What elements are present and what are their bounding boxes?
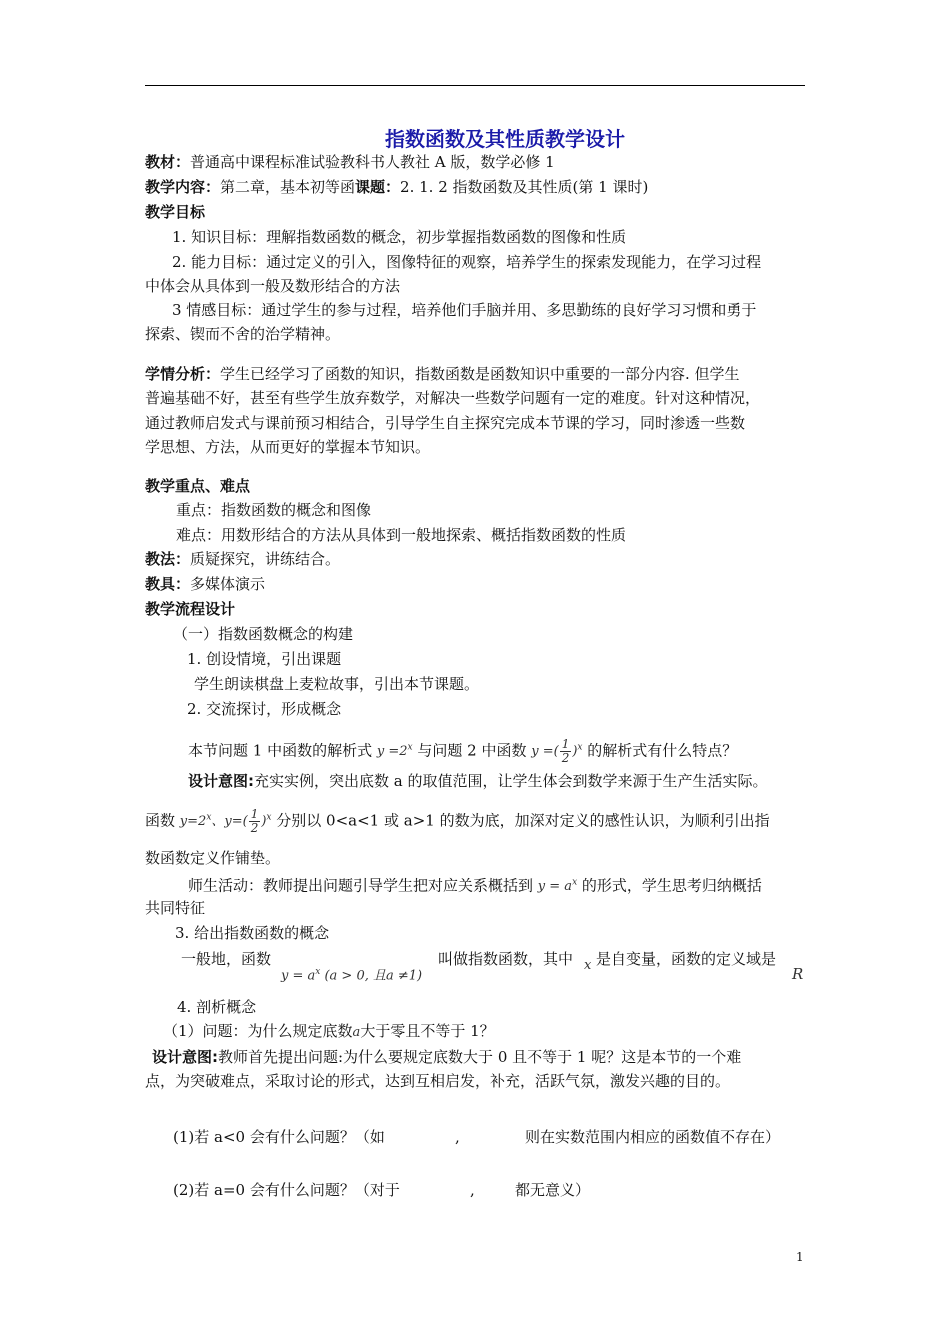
question-why-b: 大于零且不等于 1？ — [360, 1022, 495, 1040]
flow-heading: 教学流程设计 — [145, 600, 236, 618]
intent-text-2b: 分别以 0<a<1 或 a>1 的数为底，加深对定义的感性认识，为顺利引出指 — [276, 811, 770, 830]
key-point: 重点：指数函数的概念和图像 — [176, 501, 372, 519]
intent-line-1 — [188, 771, 767, 791]
section-1: （一）指数函数概念的构建 — [173, 625, 354, 643]
question-part-b: 与问题 2 中函数 — [417, 741, 527, 760]
analysis-text-1: 学生已经学习了函数的知识，指数函数是函数知识中重要的一部分内容. 但学生 — [220, 365, 740, 383]
definition-line — [181, 949, 271, 969]
step-2: 2. 交流探讨，形成概念 — [187, 700, 342, 718]
intent-line-2 — [145, 803, 770, 837]
intent2-text-1: 教师首先提出问题:为什么要规定底数大于 0 且不等于 1 呢？这是本节的一个难 — [218, 1048, 742, 1066]
question-part-a: 本节问题 1 中函数的解析式 — [188, 741, 373, 760]
formula-x: x — [584, 958, 592, 973]
page-number: 1 — [796, 1250, 804, 1264]
formula-y-half-x: y =( $\frac{1}{2}$ )$^x$ — [531, 737, 583, 766]
intent-text-1: 充实实例，突出底数 a 的取值范围，让学生体会到数学来源于生产生活实际。 — [254, 772, 768, 790]
formula-y2x-pair: $y=2^x$、y=( $\frac{1}{2}$ )$^x$ — [179, 807, 272, 836]
header-rule — [145, 85, 805, 86]
formula-y-ax: $y = a^x$ — [537, 878, 578, 895]
activity-text-b: 的形式，学生思考归纳概括 — [581, 876, 762, 895]
case-2-b: , — [470, 1181, 475, 1199]
goal-2-cont: 中体会从具体到一般及数形结合的方法 — [145, 277, 401, 295]
question-why-a: （1）问题：为什么规定底数 — [163, 1022, 353, 1040]
activity-line-2: 共同特征 — [145, 899, 206, 917]
analysis-line-2: 普遍基础不好，甚至有些学生放弃数学，对解决一些数学问题有一定的难度。针对这种情况， — [145, 389, 761, 407]
formula-R: R — [792, 965, 804, 983]
case-1-c: 则在实数范围内相应的函数值不存在） — [525, 1128, 781, 1146]
case-2-a: (2)若 a=0 会有什么问题？（对于 — [173, 1181, 400, 1199]
textbook-text: 普通高中课程标准试验教科书人教社 A 版，数学必修 1 — [190, 153, 555, 171]
goal-3: 3 情感目标：通过学生的参与过程，培养他们手脑并用、多思勤练的良好学习习惯和勇于 — [172, 301, 757, 319]
tools-text: 多媒体演示 — [190, 575, 266, 593]
goal-3-cont: 探索、锲而不舍的治学精神。 — [145, 325, 341, 343]
intent2-line-1 — [152, 1047, 741, 1067]
analysis-label: 学情分析： — [145, 365, 221, 383]
intent-label: 设计意图: — [188, 772, 254, 790]
goals-heading: 教学目标 — [145, 203, 206, 221]
goal-2: 2. 能力目标：通过定义的引入，图像特征的观察，培养学生的探索发现能力，在学习过程 — [172, 253, 762, 271]
intent2-line-2: 点，为突破难点，采取讨论的形式，达到互相启发，补充，活跃气氛，激发兴趣的目的。 — [145, 1072, 731, 1090]
definition-text-a: 一般地，函数 — [181, 950, 272, 968]
difficulty-point: 难点：用数形结合的方法从具体到一般地探索、概括指数函数的性质 — [176, 526, 627, 544]
question-line — [188, 733, 737, 767]
method-text: 质疑探究，讲练结合。 — [190, 550, 341, 568]
content-line — [145, 177, 648, 197]
keypoints-heading: 教学重点、难点 — [145, 477, 251, 495]
step-4: 4. 剖析概念 — [177, 998, 257, 1016]
method-label: 教法： — [145, 550, 191, 568]
question-part-c: 的解析式有什么特点？ — [587, 741, 738, 760]
tools-line — [145, 574, 265, 594]
question-why — [163, 1021, 495, 1043]
formula-a: a — [352, 1025, 361, 1040]
definition-text-b: 叫做指数函数，其中 — [438, 950, 574, 968]
activity-line — [188, 873, 762, 897]
content-text: 第二章，基本初等函 — [220, 178, 356, 196]
analysis-line-4: 学思想、方法，从而更好的掌握本节知识。 — [145, 438, 431, 456]
step-1: 1. 创设情境，引出课题 — [187, 650, 342, 668]
analysis-line-3: 通过教师启发式与课前预习相结合，引导学生自主探究完成本节课的学习，同时渗透一些数 — [145, 414, 746, 432]
intent-line-3: 数函数定义作铺垫。 — [145, 849, 281, 867]
step-1-text: 学生朗读棋盘上麦粒故事，引出本节课题。 — [194, 675, 480, 693]
topic-label: 课题： — [355, 178, 401, 196]
tools-label: 教具： — [145, 575, 191, 593]
page-title: 指数函数及其性质教学设计 — [385, 127, 625, 151]
content-label: 教学内容： — [145, 178, 221, 196]
formula-definition: $y = a^x$ (a > 0, 且a ≠1) — [281, 967, 423, 984]
textbook-label: 教材： — [145, 153, 191, 171]
definition-text-c: 是自变量，函数的定义域是 — [596, 950, 777, 968]
method-line — [145, 549, 340, 569]
activity-text-a: 师生活动：教师提出问题引导学生把对应关系概括到 — [188, 876, 534, 895]
case-1-b: , — [455, 1128, 460, 1146]
formula-y-2x: $y =2^x$ — [376, 743, 413, 760]
topic-text: 2. 1. 2 指数函数及其性质(第 1 课时) — [400, 178, 649, 196]
case-2-c: 都无意义） — [515, 1181, 591, 1199]
intent2-label: 设计意图: — [152, 1048, 218, 1066]
analysis-line-1 — [145, 364, 740, 384]
case-1-a: (1)若 a<0 会有什么问题？（如 — [173, 1128, 385, 1146]
goal-1: 1. 知识目标：理解指数函数的概念，初步掌握指数函数的图像和性质 — [172, 228, 627, 246]
textbook-line — [145, 152, 555, 172]
step-3: 3. 给出指数函数的概念 — [175, 924, 330, 942]
intent-text-2a: 函数 — [145, 811, 176, 830]
